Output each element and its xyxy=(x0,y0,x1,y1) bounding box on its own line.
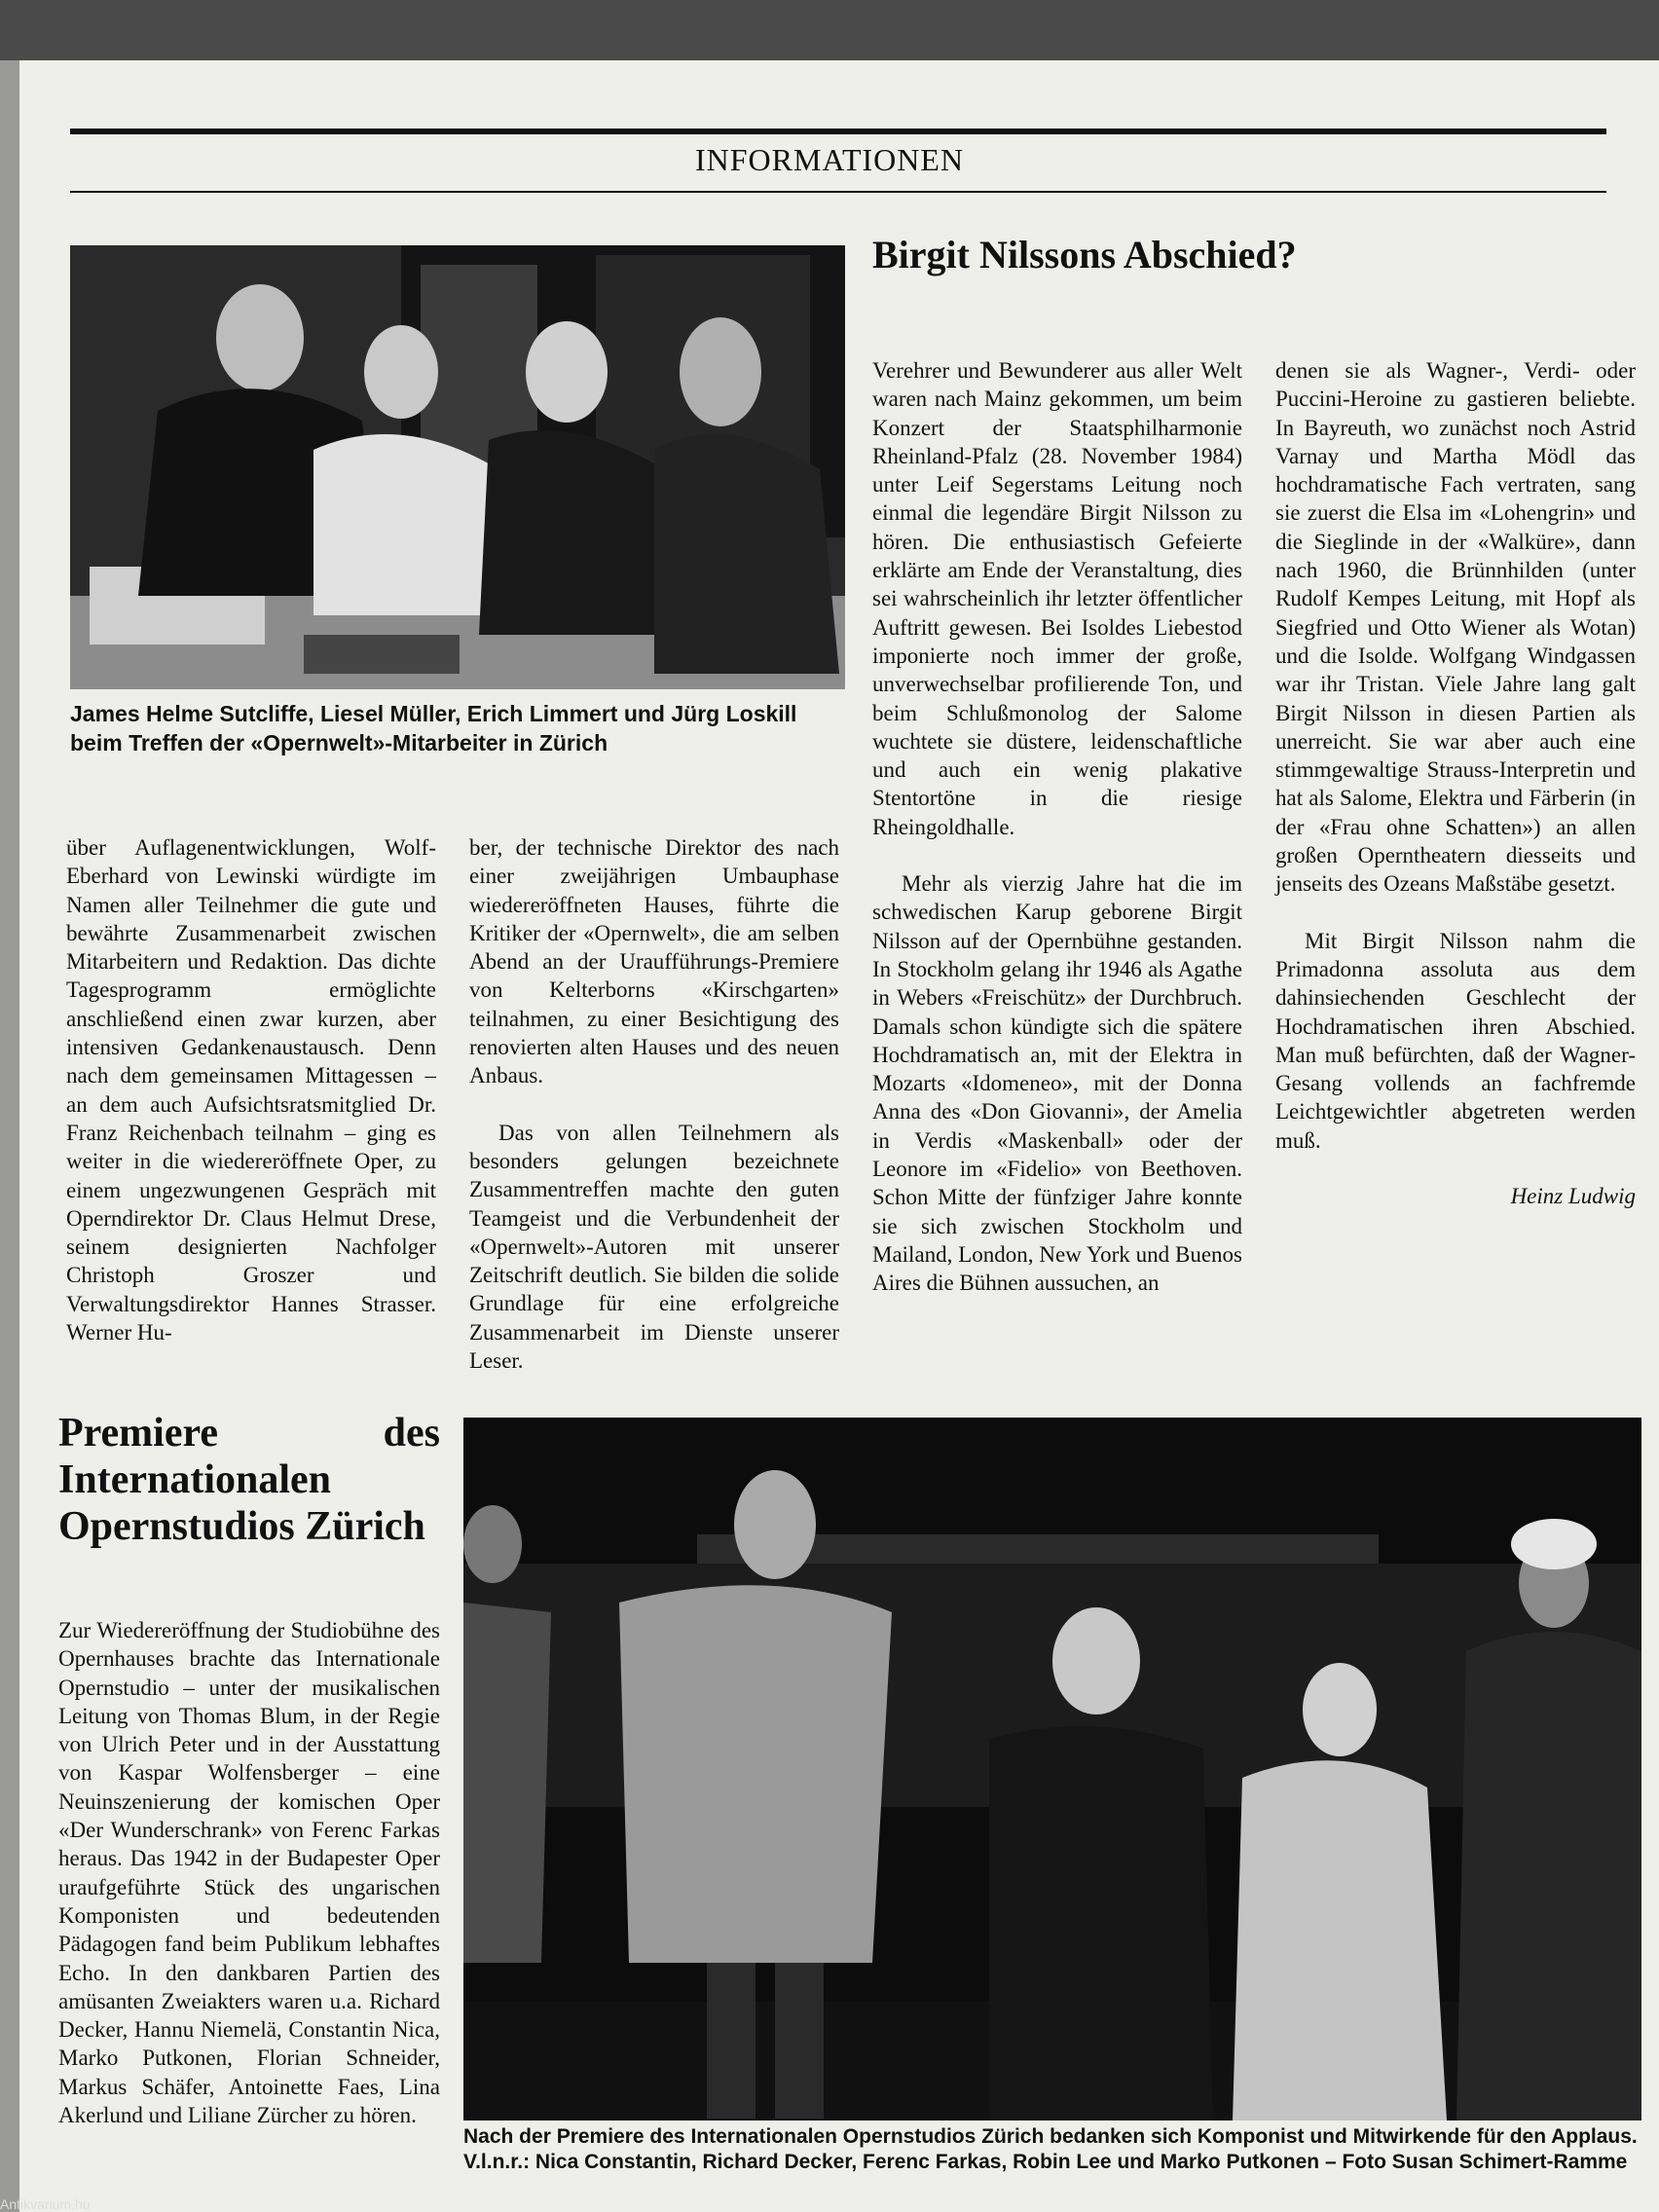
meeting-article-paragraph: ber, der technische Direktor des nach einer zweijährigen Umbauphase wiedereröffneten Hauses, führte die Kritiker der «Opernwelt», die am selben Abend an der Uraufführungs-Premiere von Kelterborns «Kirschgarten» teilnahmen, zu einer Besichtigung des renovierten alten Hauses und des neuen Anbaus. xyxy=(469,835,839,1088)
nilsson-paragraph: Mit Birgit Nilsson nahm die Primadonna assoluta aus dem dahinsiechenden Geschlecht der Hochdramatischen ihren Abschied. Man muß befürchten, daß der Wagner-Gesang vollends an fachfremde Leichtgewichtler abgetreten werden muß. xyxy=(1275,928,1636,1153)
section-title: INFORMATIONEN xyxy=(694,142,965,177)
watermark: Antikvarium.hu xyxy=(0,2196,91,2212)
meeting-article-col2 xyxy=(469,833,839,1375)
meeting-article-col1 xyxy=(66,833,436,1346)
nilsson-paragraph: Mehr als vierzig Jahre hat die im schwedischen Karup geborene Birgit Nilsson auf der Opernbühne gestanden. In Stockholm gelang ihr 1946 als Agathe in Webers «Freischütz» der Durchbruch. Damals schon kündigte sich die spätere Hochdramatisch an, mit der Elektra in Mozarts «Idomeneo», mit der Donna Anna des «Don Giovanni», der Amelia in Verdis «Maskenball» oder der Leonore im «Fidelio» von Beethoven. Schon Mitte der fünfziger Jahre konnte sie sich zwischen Stockholm und Mailand, London, New York und Buenos Aires die Bühnen aussuchen, an xyxy=(872,871,1242,1296)
nilsson-headline: Birgit Nilssons Abschied? xyxy=(872,233,1297,276)
background-strip xyxy=(0,0,1659,60)
nilsson-paragraph: denen sie als Wagner-, Verdi- oder Puccini-Heroine zu gastieren beliebte. In Bayreuth, wo zunächst noch Astrid Varnay und Martha Mödl das hochdramatische Fach vertraten, sang sie zuerst die Elsa im «Lohengrin» und die Sieglinde in der «Walküre», dann nach 1960, die Brünnhilden (unter Rudolf Kempes Leitung, mit Hopf als Siegfried und Otto Wiener als Wotan) und die Isolde. Wolfgang Windgassen war ihr Tristan. Viele Jahre lang galt Birgit Nilsson in diesen Partien als unerreicht. Sie war aber auch eine stimmgewaltige Strauss-Interpretin und hat als Salome, Elektra und Färberin (in der «Frau ohne Schatten») an allen großen Operntheatern diesseits und jenseits des Ozeans Maßstäbe gesetzt. xyxy=(1275,358,1636,897)
header-rule-thin xyxy=(70,191,1606,193)
premiere-headline: Premiere des Internationalen Opernstudios Zürich xyxy=(58,1411,440,1549)
page-edge xyxy=(0,60,19,2212)
premiere-body xyxy=(58,1616,440,2129)
nilsson-col1 xyxy=(872,356,1242,1298)
meeting-article-paragraph: Das von allen Teilnehmern als besonders gelungen bezeichnete Zusammentreffen machte den guten Teamgeist und die Verbundenheit der «Opernwelt»-Autoren mit unserer Zeitschrift deutlich. Sie bilden die solide Grundlage für eine erfolgreiche Zusammenarbeit im Dienste unserer Leser. xyxy=(469,1120,839,1374)
stage-photo-caption: Nach der Premiere des Internationalen Opernstudios Zürich bedanken sich Komponist und Mitwirkende für den Applaus. V.l.n.r.: Nica Constantin, Richard Decker, Ferenc Farkas, Robin Lee und Marko Putkonen – Foto Susan Schimert-Ramme xyxy=(463,2125,1638,2173)
nilsson-author: Heinz Ludwig xyxy=(1510,1184,1636,1209)
premiere-paragraph: Zur Wiedereröffnung der Studiobühne des Opernhauses brachte das Internationale Opernstudio – unter der musikalischen Leitung von Thomas Blum, in der Regie von Ulrich Peter und in der Ausstattung von Kaspar Wolfensberger – eine Neuinszenierung der komischen Oper «Der Wunderschrank» von Ferenc Farkas heraus. Das 1942 in der Budapester Oper uraufgeführte Stück des ungarischen Komponisten und bedeutenden Pädagogen fand beim Publikum lebhaftes Echo. In den dankbaren Partien des amüsanten Zweiakters waren u.a. Richard Decker, Hannu Niemelä, Constantin Nica, Marko Putkonen, Florian Schneider, Markus Schäfer, Antoinette Faes, Lina Akerlund und Liliane Zürcher zu hören. xyxy=(58,1618,440,2128)
meeting-photo xyxy=(70,245,845,689)
stage-photo xyxy=(463,1418,1641,2120)
nilsson-paragraph: Verehrer und Bewunderer aus aller Welt waren nach Mainz gekommen, um beim Konzert der Staatsphilharmonie Rheinland-Pfalz (28. November 1984) unter Leif Segerstams Leitung noch einmal die legendäre Birgit Nilsson zu hören. Die enthusiastisch Gefeierte erklärte am Ende der Veranstaltung, dies sei wahrscheinlich ihr letzter öffentlicher Auftritt gewesen. Bei Isoldes Liebestod imponierte noch immer der große, unverwechselbar profilierende Ton, und beim Schlußmonolog der Salome wuchtete sie düstere, leidenschaftliche und auch ein wenig plakative Stentortöne in die riesige Rheingoldhalle. xyxy=(872,358,1242,839)
nilsson-col2 xyxy=(1275,356,1636,1210)
header-rule-thick xyxy=(70,129,1606,134)
meeting-photo-caption: James Helme Sutcliffe, Liesel Müller, Erich Limmert und Jürg Loskill beim Treffen der «Opernwelt»-Mitarbeiter in Zürich xyxy=(70,701,797,756)
meeting-article-paragraph: über Auflagenentwicklungen, Wolf-Eberhard von Lewinski würdigte im Namen aller Teilnehmer die gute und bewährte Zusammenarbeit zwischen Mitarbeitern und Redaktion. Das dichte Tagesprogramm ermöglichte anschließend einen zwar kurzen, aber intensiven Gedankenaustausch. Denn nach dem gemeinsamen Mittagessen – an dem auch Aufsichtsratsmitglied Dr. Franz Reichenbach teilnahm – ging es weiter in die wiedereröffnete Oper, zu einem ungezwungenen Gespräch mit Operndirektor Dr. Claus Helmut Drese, seinem designierten Nachfolger Christoph Groszer und Verwaltungsdirektor Hannes Strasser. Werner Hu- xyxy=(66,835,436,1346)
